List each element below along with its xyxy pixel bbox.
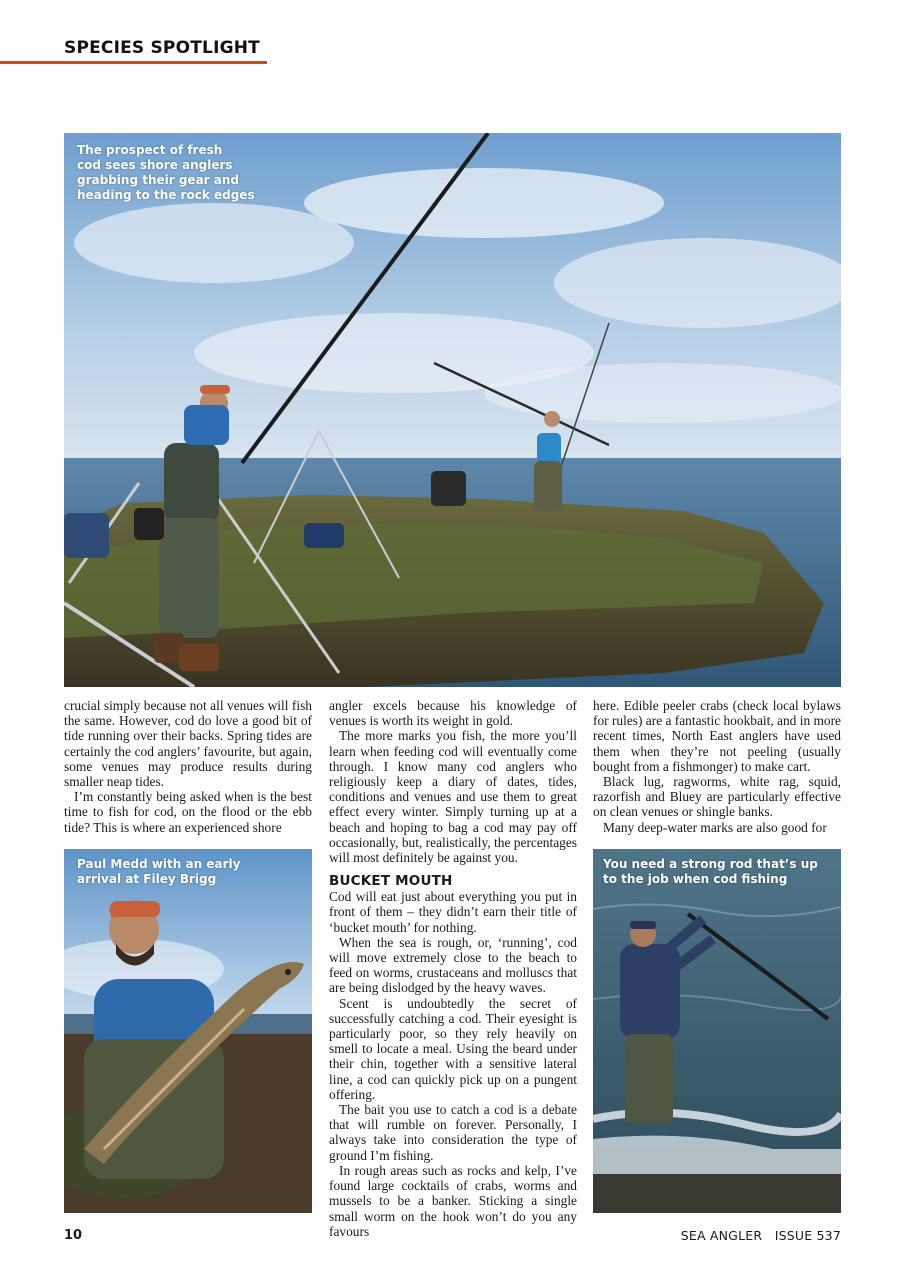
caption-line: You need a strong rod that’s up [603, 857, 818, 871]
magazine-name: SEA ANGLER [680, 1228, 763, 1243]
paragraph: When the sea is rough, or, ‘running’, cod will move extremely close to the beach to feed on worms, crustaceans and molluscs that are being dislodged by the heavy waves. [329, 934, 577, 996]
left-photo-caption [77, 857, 240, 887]
paragraph: crucial simply because not all venues will fish the same. However, cod do love a good bit of tide running over their backs. Spring tides are certainly the cod anglers’ favourite, but again, some venues may produce results during smaller neap tides. [64, 698, 312, 790]
article-column-2 [329, 698, 577, 1239]
paragraph: Black lug, ragworms, white rag, squid, razorfish and Bluey are particularly effective on clean venues or shingle banks. [593, 774, 841, 820]
paragraph: Many deep-water marks are also good for [603, 819, 827, 835]
article-column-3 [593, 698, 841, 835]
paragraph: I’m constantly being asked when is the best time to fish for cod, on the flood or the ebb tide? This is where an experienced shore [64, 789, 312, 835]
paragraph: Cod will eat just about everything you put in front of them – they didn’t earn their title of ‘bucket mouth’ for nothing. [329, 889, 577, 935]
paragraph: angler excels because his knowledge of venues is worth its weight in gold. [329, 698, 577, 729]
caption-line: to the job when cod fishing [603, 872, 788, 886]
paragraph: The more marks you fish, the more you’ll learn when feeding cod will eventually come through. I know many cod anglers who religiously keep a diary of dates, tides, conditions and venues and use them to great effect every winter. Simply turning up at a beach and hoping to bag a cod may pay off occasionally, but, realistically, the percentages will most definitely be against you. [329, 728, 577, 866]
paragraph: In rough areas such as rocks and kelp, I’ve found large cocktails of crabs, worms and mussels to be a banker. Sticking a single small worm on the hook won’t do you any favours [329, 1162, 577, 1239]
angler-with-cod-photo [64, 849, 312, 1213]
caption-line: The prospect of fresh [77, 143, 223, 157]
paragraph: Scent is undoubtedly the secret of successfully catching a cod. Their eyesight is particularly poor, so they rely heavily on smell to locate a meal. Using the beard under their chin, together with a sensitive lateral line, a cod can quickly pick up on a pungent offering. [329, 995, 577, 1102]
issue-number: ISSUE 537 [774, 1228, 841, 1243]
main-photo [64, 133, 841, 687]
angler-in-surf-photo [593, 849, 841, 1213]
caption-line: heading to the rock edges [77, 188, 255, 202]
subheading: BUCKET MOUTH [329, 873, 453, 890]
caption-line: cod sees shore anglers [77, 158, 233, 172]
caption-line: grabbing their gear and [77, 173, 239, 187]
paragraph: The bait you use to catch a cod is a debate that will rumble on forever. Personally, I always take into consideration the type of ground I’m fishing. [329, 1102, 577, 1163]
section-rule [0, 61, 267, 64]
caption-line: arrival at Filey Brigg [77, 872, 217, 886]
caption-line: Paul Medd with an early [77, 857, 241, 871]
magazine-footer [681, 1228, 841, 1243]
right-photo-caption [603, 857, 818, 887]
page-number: 10 [64, 1228, 83, 1243]
paragraph: here. Edible peeler crabs (check local bylaws for rules) are a fantastic hookbait, and in more recent times, North East anglers have used them when they’re not peeling (usually bought from a fishmonger) to make cart. [593, 698, 842, 774]
article-column-1 [64, 698, 312, 835]
section-label: SPECIES SPOTLIGHT [64, 38, 260, 58]
main-photo-caption [77, 143, 255, 203]
